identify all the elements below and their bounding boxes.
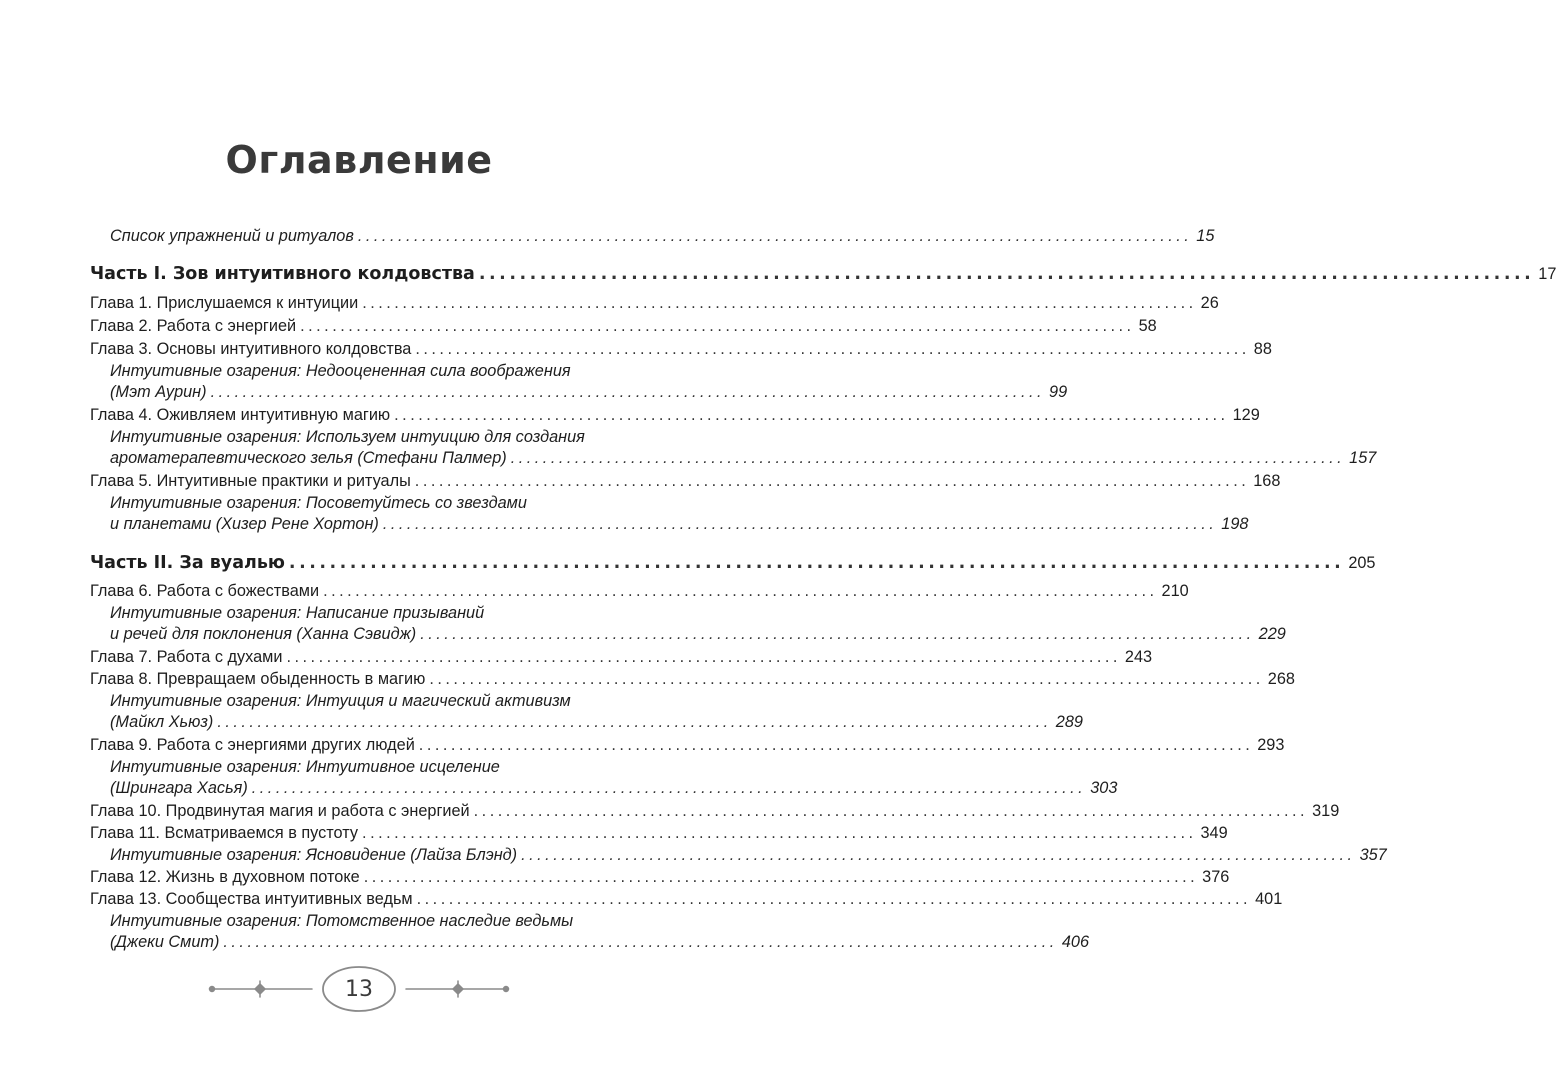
toc-page-number: 401: [1255, 890, 1283, 908]
dot-leader: ........................................................................................................: [288, 553, 1345, 573]
dot-leader: ........................................................................................................: [300, 317, 1135, 335]
toc-label: Глава 7. Работа с духами: [90, 648, 283, 666]
toc-label: Глава 4. Оживляем интуитивную магию: [90, 406, 391, 424]
page-title: Оглавление: [225, 138, 493, 182]
dot-leader: ........................................................................................................: [362, 294, 1197, 312]
toc-page-number: 205: [1348, 554, 1376, 572]
dot-leader: ........................................................................................................: [420, 625, 1255, 643]
toc-page-number: 168: [1253, 472, 1281, 490]
toc-insight-4-line1[interactable]: Интуитивные озарения: Написание призываний: [110, 604, 485, 622]
toc-chapter-8[interactable]: [90, 669, 1295, 690]
toc-label: Глава 9. Работа с энергиями других людей: [90, 736, 415, 754]
toc-chapter-3[interactable]: [90, 339, 1272, 360]
toc-chapter-1[interactable]: [90, 293, 1219, 314]
toc-insight-6[interactable]: [110, 778, 1118, 799]
dot-leader: ........................................................................................................: [510, 449, 1346, 467]
toc-page-number: 319: [1312, 802, 1340, 820]
toc-part-1[interactable]: [90, 264, 1556, 285]
toc-page-number: 26: [1200, 294, 1219, 312]
toc-insight-5-line1[interactable]: Интуитивные озарения: Интуиция и магический активизм: [110, 692, 571, 710]
toc-insight-8-line1[interactable]: Интуитивные озарения: Потомственное наследие ведьмы: [110, 912, 574, 930]
toc-insight-8[interactable]: [110, 932, 1089, 953]
toc-page-number: 293: [1257, 736, 1285, 754]
toc-page-number: 349: [1200, 824, 1228, 842]
toc-label: Глава 10. Продвинутая магия и работа с энергией: [90, 802, 470, 820]
toc-chapter-2[interactable]: [90, 316, 1157, 337]
toc-label: Список упражнений и ритуалов: [110, 227, 354, 245]
toc-chapter-4[interactable]: [90, 405, 1260, 426]
toc-insight-3[interactable]: [110, 514, 1249, 535]
toc-page-number: 406: [1061, 933, 1089, 951]
dot-leader: ........................................................................................................: [251, 779, 1087, 797]
dot-leader: ........................................................................................................: [217, 713, 1052, 731]
toc-label: Глава 6. Работа с божествами: [90, 582, 320, 600]
toc-insight-2-line1[interactable]: Интуитивные озарения: Используем интуицию для создания: [110, 428, 585, 446]
toc-label: ароматерапевтического зелья (Стефани Палмер): [110, 449, 507, 467]
toc-chapter-5[interactable]: [90, 471, 1281, 492]
toc-label: (Шрингара Хасья): [110, 779, 248, 797]
toc-chapter-12[interactable]: [90, 867, 1230, 888]
toc-page-number: 268: [1267, 670, 1295, 688]
toc-page-number: 210: [1161, 582, 1189, 600]
toc-page-number: 88: [1253, 340, 1272, 358]
toc-label: (Мэт Аурин): [110, 383, 207, 401]
toc-insight-6-line1[interactable]: Интуитивные озарения: Интуитивное исцеление: [110, 758, 500, 776]
toc-part-label: Часть II. За вуалью: [90, 553, 285, 573]
toc-chapter-11[interactable]: [90, 823, 1228, 844]
toc-label: (Джеки Смит): [110, 933, 220, 951]
toc-label: (Майкл Хьюз): [110, 713, 214, 731]
toc-insight-1-line1[interactable]: Интуитивные озарения: Недооцененная сила воображения: [110, 362, 571, 380]
toc-page-number: 58: [1138, 317, 1157, 335]
dot-leader: ........................................................................................................: [362, 824, 1197, 842]
toc-chapter-9[interactable]: [90, 735, 1285, 756]
dot-leader: ........................................................................................................: [473, 802, 1309, 820]
toc-page-number: 357: [1359, 846, 1387, 864]
dot-leader: ........................................................................................................: [382, 515, 1218, 533]
toc-part-2[interactable]: [90, 553, 1376, 574]
dot-leader: ........................................................................................................: [323, 582, 1158, 600]
toc-insight-7[interactable]: [110, 845, 1387, 866]
dot-leader: ........................................................................................................: [223, 933, 1058, 951]
toc-insight-2[interactable]: [110, 448, 1377, 469]
toc-label: Глава 8. Превращаем обыденность в магию: [90, 670, 426, 688]
toc-page-number: 376: [1202, 868, 1230, 886]
toc-insight-4[interactable]: [110, 624, 1286, 645]
dot-leader: ........................................................................................................: [363, 868, 1199, 886]
toc-label: Глава 13. Сообщества интуитивных ведьм: [90, 890, 413, 908]
toc-page-number: 17: [1538, 265, 1556, 283]
toc-entry-exercises[interactable]: [110, 226, 1215, 247]
toc-label: Глава 1. Прислушаемся к интуиции: [90, 294, 359, 312]
dot-leader: ........................................................................................................: [394, 406, 1229, 424]
toc-insight-5[interactable]: [110, 712, 1083, 733]
dot-leader: ........................................................................................................: [416, 890, 1252, 908]
toc-chapter-7[interactable]: [90, 647, 1153, 668]
dot-leader: ........................................................................................................: [357, 227, 1193, 245]
toc-label: и планетами (Хизер Рене Хортон): [110, 515, 379, 533]
toc-label: Глава 2. Работа с энергией: [90, 317, 297, 335]
toc-page-number: 99: [1049, 383, 1068, 401]
toc-chapter-10[interactable]: [90, 801, 1340, 822]
toc-page-number: 157: [1349, 449, 1377, 467]
toc-insight-1[interactable]: [110, 382, 1068, 403]
toc-chapter-13[interactable]: [90, 889, 1283, 910]
toc-page-number: 303: [1090, 779, 1118, 797]
dot-leader: ........................................................................................................: [210, 383, 1046, 401]
dot-leader: ........................................................................................................: [415, 340, 1250, 358]
toc-page-number: 198: [1221, 515, 1249, 533]
toc-part-label: Часть I. Зов интуитивного колдовства: [90, 264, 475, 284]
dot-leader: ........................................................................................................: [414, 472, 1250, 490]
toc-page-number: 15: [1196, 227, 1215, 245]
toc-page-number: 229: [1258, 625, 1286, 643]
toc-chapter-6[interactable]: [90, 581, 1189, 602]
toc-label: Глава 12. Жизнь в духовном потоке: [90, 868, 360, 886]
dot-leader: ........................................................................................................: [418, 736, 1254, 754]
toc-label: Глава 11. Всматриваемся в пустоту: [90, 824, 359, 842]
toc-label: Глава 5. Интуитивные практики и ритуалы: [90, 472, 411, 490]
toc-page-number: 243: [1124, 648, 1153, 666]
dot-leader: ........................................................................................................: [478, 264, 1535, 284]
toc-page-number: 289: [1055, 713, 1083, 731]
toc-insight-3-line1[interactable]: Интуитивные озарения: Посоветуйтесь со звездами: [110, 494, 527, 512]
dot-leader: ........................................................................................................: [286, 648, 1121, 666]
toc-label: Интуитивные озарения: Ясновидение (Лайза Блэнд): [110, 846, 518, 864]
dot-leader: ........................................................................................................: [521, 846, 1356, 864]
page-number: 13: [345, 977, 373, 1002]
toc-page-number: 129: [1232, 406, 1260, 424]
toc-label: и речей для поклонения (Ханна Сэвидж): [110, 625, 417, 643]
toc-label: Глава 3. Основы интуитивного колдовства: [90, 340, 412, 358]
dot-leader: ........................................................................................................: [429, 670, 1264, 688]
